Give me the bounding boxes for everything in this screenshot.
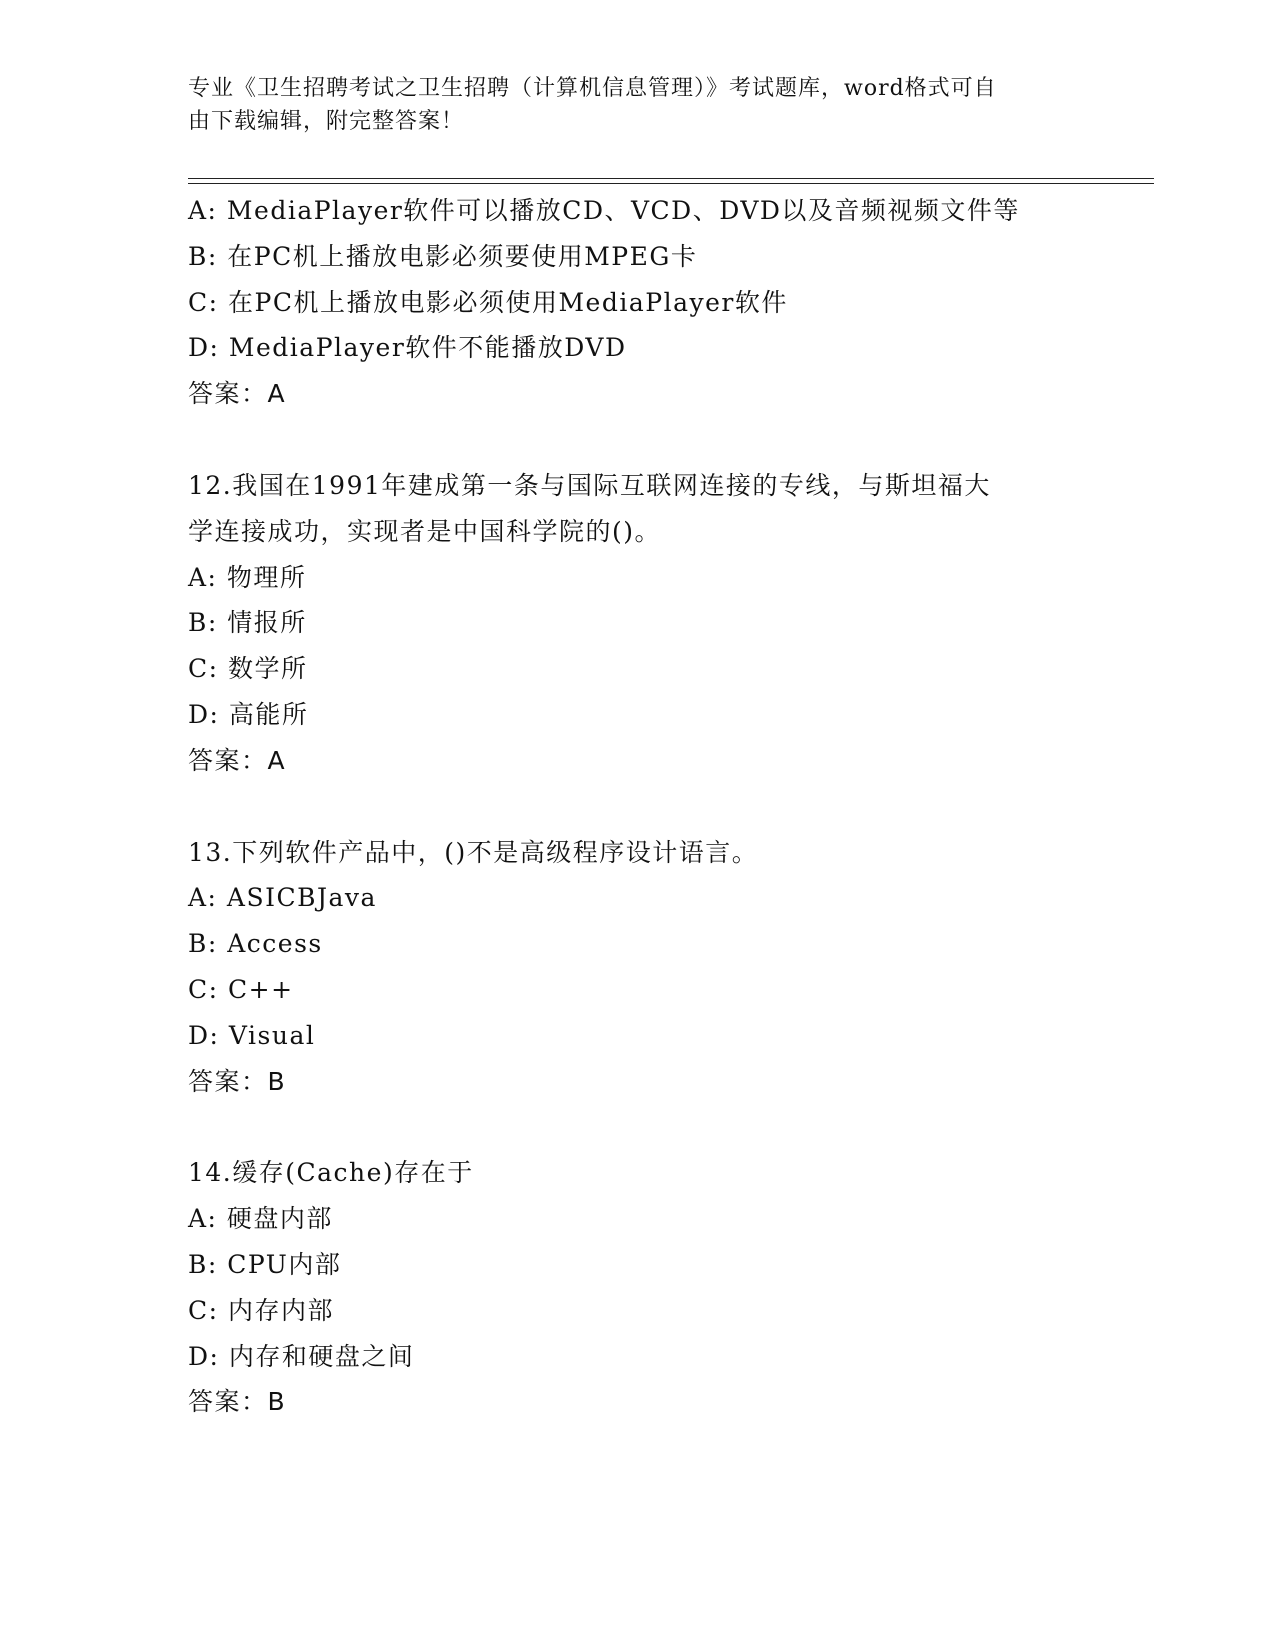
question-13 [188, 830, 1088, 1105]
answer: 答案：B [188, 1387, 287, 1417]
option-c: C: C++ [188, 974, 294, 1004]
option-a: A: ASICBJava [188, 883, 377, 913]
answer: 答案：A [188, 745, 287, 775]
spacer [188, 784, 1088, 830]
option-b: B: CPU内部 [188, 1249, 342, 1279]
header-divider-bottom [188, 183, 1154, 184]
option-b: B: 在PC机上播放电影必须要使用MPEG卡 [188, 241, 698, 271]
header-divider-top [188, 178, 1154, 179]
question-text-cont: 学连接成功，实现者是中国科学院的()。 [188, 516, 662, 546]
answer: 答案：B [188, 1066, 287, 1096]
option-c: C: 数学所 [188, 654, 308, 684]
spacer [188, 1104, 1088, 1150]
question-text: 13.下列软件产品中，()不是高级程序设计语言。 [188, 837, 759, 867]
question-text: 12.我国在1991年建成第一条与国际互联网连接的专线，与斯坦福大 [188, 470, 991, 500]
answer: 答案：A [188, 379, 287, 409]
question-12 [188, 463, 1088, 784]
option-b: B: Access [188, 929, 323, 959]
option-a: A: 硬盘内部 [188, 1204, 333, 1234]
option-d: D: 高能所 [188, 699, 309, 729]
document-body [188, 188, 1088, 1425]
header-line-1: 专业《卫生招聘考试之卫生招聘（计算机信息管理）》考试题库，word格式可自 [188, 76, 997, 101]
document-header [188, 72, 1068, 138]
option-d: D: MediaPlayer软件不能播放DVD [188, 333, 627, 363]
question-11-options [188, 188, 1088, 417]
header-line-2: 由下载编辑，附完整答案！ [188, 109, 465, 134]
question-text: 14.缓存(Cache)存在于 [188, 1158, 474, 1188]
option-c: C: 在PC机上播放电影必须使用MediaPlayer软件 [188, 287, 788, 317]
option-d: D: 内存和硬盘之间 [188, 1341, 415, 1371]
option-d: D: Visual [188, 1020, 316, 1050]
question-14 [188, 1150, 1088, 1425]
spacer [188, 417, 1088, 463]
option-a: A: 物理所 [188, 562, 307, 592]
option-c: C: 内存内部 [188, 1295, 334, 1325]
option-a: A: MediaPlayer软件可以播放CD、VCD、DVD以及音频视频文件等 [188, 196, 1020, 225]
option-b: B: 情报所 [188, 608, 307, 638]
